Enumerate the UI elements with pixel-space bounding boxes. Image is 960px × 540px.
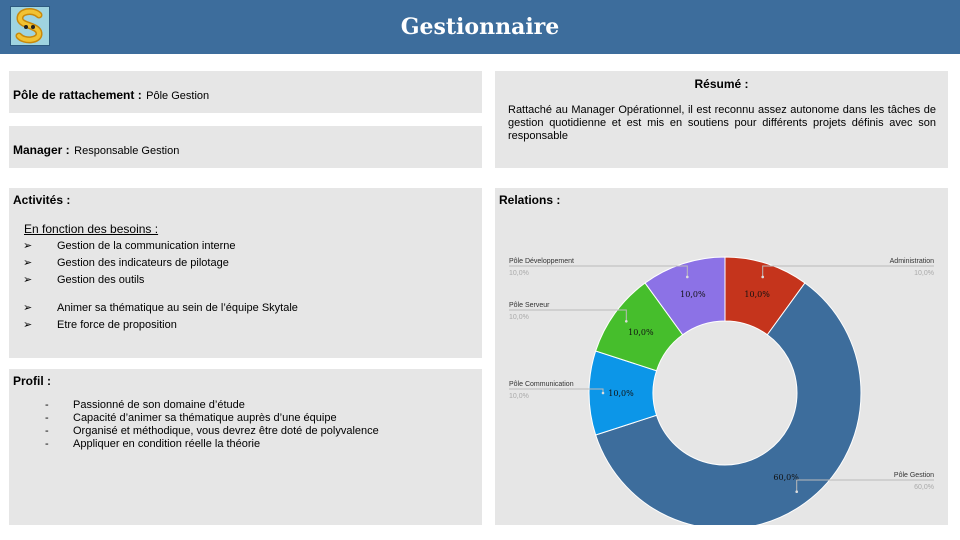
slice-value-label: 10,0% xyxy=(608,389,634,398)
activites-list-2 xyxy=(23,300,298,334)
profil-list xyxy=(45,399,379,451)
resume-text: Rattaché au Manager Opérationnel, il est reconnu assez autonome dans les tâches de gestion quotidienne et est mis en soutiens pour différents projets définis avec son responsable xyxy=(508,104,936,142)
bullet-marker: ➢ xyxy=(23,319,33,331)
legend-leader-dot xyxy=(686,276,689,279)
relations-panel xyxy=(495,188,948,525)
legend-name: Pôle Serveur xyxy=(509,302,550,309)
list-item xyxy=(23,300,298,317)
list-item xyxy=(45,399,379,412)
page-title: Gestionnaire xyxy=(400,14,560,40)
slice-value-label: 10,0% xyxy=(744,290,770,300)
pole-panel xyxy=(9,71,482,113)
legend-name: Pôle Communication xyxy=(509,381,574,388)
bullet-marker: ➢ xyxy=(23,274,33,286)
legend-leader-dot xyxy=(602,392,605,395)
bullet-marker: - xyxy=(45,438,49,450)
manager-label: Manager : xyxy=(13,143,70,157)
legend-name: Administration xyxy=(889,258,934,265)
list-item-text: Passionné de son domaine d’étude xyxy=(73,399,245,411)
manager-panel xyxy=(9,126,482,168)
list-item xyxy=(23,317,298,334)
list-item-text: Gestion de la communication interne xyxy=(57,240,236,252)
resume-title: Résumé : xyxy=(694,77,749,91)
list-item xyxy=(45,438,379,451)
list-item xyxy=(45,425,379,438)
legend-value: 10,0% xyxy=(509,314,529,321)
legend-name: Pôle Gestion xyxy=(893,472,934,479)
legend-value: 60,0% xyxy=(914,484,934,491)
list-item-text: Gestion des indicateurs de pilotage xyxy=(57,257,229,269)
list-item-text: Capacité d’animer sa thématique auprès d’une équipe xyxy=(73,412,337,424)
legend-leader-dot xyxy=(625,320,628,323)
slice-value-label: 10,0% xyxy=(680,290,706,300)
list-item-text: Appliquer en condition réelle la théorie xyxy=(73,438,261,450)
list-item-text: Organisé et méthodique, vous devrez être doté de polyvalence xyxy=(73,425,379,437)
list-item xyxy=(23,255,236,272)
pole-value: Pôle Gestion xyxy=(146,90,210,102)
activites-panel xyxy=(9,188,482,358)
list-item xyxy=(45,412,379,425)
list-item xyxy=(23,272,236,289)
slice-value-label: 60,0% xyxy=(773,473,799,483)
list-item xyxy=(23,238,236,255)
list-item-text: Gestion des outils xyxy=(57,274,145,286)
relations-donut-chart xyxy=(495,188,948,525)
slice-value-label: 10,0% xyxy=(628,327,654,337)
activites-subtitle: En fonction des besoins : xyxy=(24,222,159,236)
bullet-marker: - xyxy=(45,412,49,424)
manager-value: Responsable Gestion xyxy=(74,145,180,157)
legend-value: 10,0% xyxy=(509,270,529,277)
profil-panel xyxy=(9,369,482,525)
activites-list-1 xyxy=(23,238,236,289)
resume-panel xyxy=(495,71,948,168)
legend-leader-dot xyxy=(761,276,764,279)
profil-title: Profil : xyxy=(13,374,51,388)
legend-value: 10,0% xyxy=(509,393,529,400)
legend-leader-dot xyxy=(795,490,798,493)
activites-title: Activités : xyxy=(13,193,71,207)
relations-title: Relations : xyxy=(499,193,561,207)
legend-value: 10,0% xyxy=(914,270,934,277)
bullet-marker: ➢ xyxy=(23,240,33,252)
bullet-marker: - xyxy=(45,399,49,411)
bullet-marker: - xyxy=(45,425,49,437)
pole-label: Pôle de rattachement : xyxy=(13,88,142,102)
legend-name: Pôle Développement xyxy=(509,258,574,265)
list-item-text: Etre force de proposition xyxy=(57,319,177,331)
list-item-text: Animer sa thématique au sein de l’équipe Skytale xyxy=(57,302,298,314)
bullet-marker: ➢ xyxy=(23,257,33,269)
bullet-marker: ➢ xyxy=(23,302,33,314)
header-bar xyxy=(0,0,960,54)
